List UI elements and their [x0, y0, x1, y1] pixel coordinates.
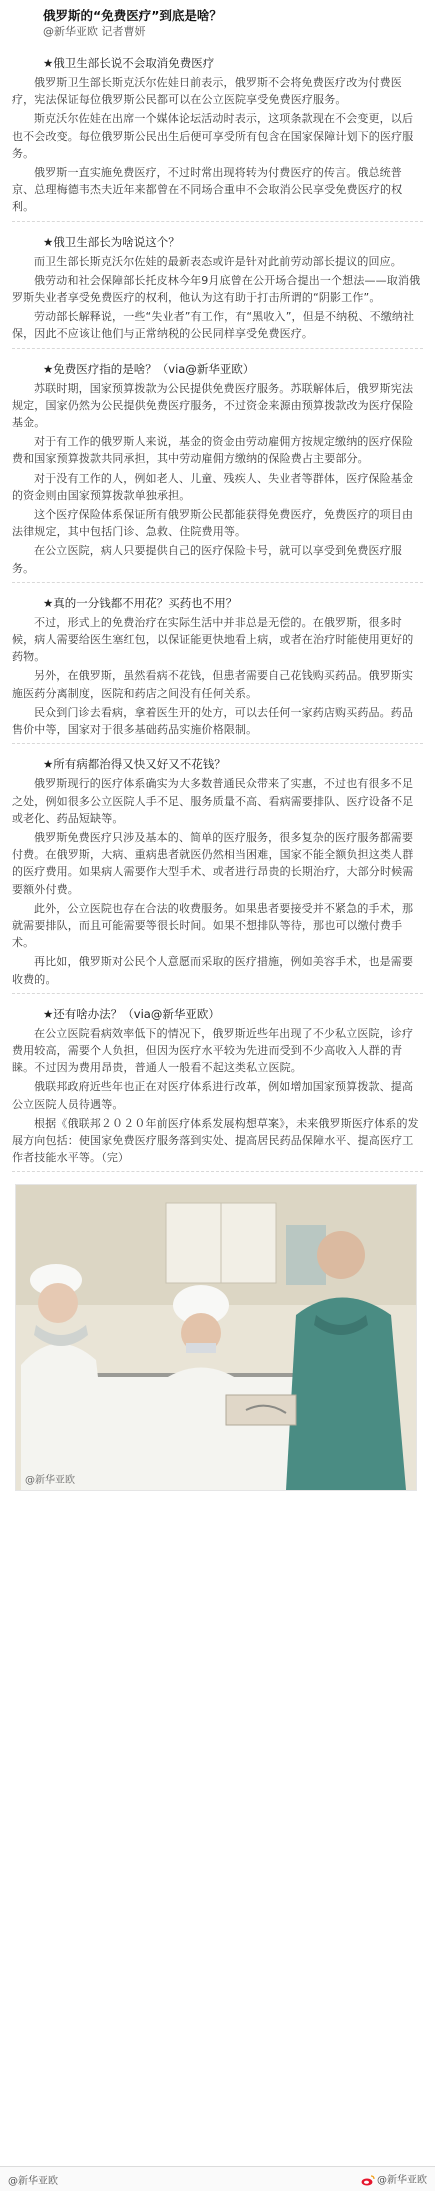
section-heading: ★真的一分钱都不用花？买药也不用？: [43, 595, 238, 610]
section-paragraph: 这个医疗保险体系保证所有俄罗斯公民都能获得免费医疗，免费医疗的项目由法律规定，其中包括门诊、急救、住院费用等。: [12, 508, 414, 539]
section-heading: ★俄卫生部长说不会取消免费医疗: [43, 56, 215, 70]
article-title: 俄罗斯的“免费医疗”到底是啥？: [43, 8, 222, 23]
footer-bar: [0, 2166, 435, 2191]
section-paragraph: 苏联时期，国家预算拨款为公民提供免费医疗服务。苏联解体后，俄罗斯宪法规定，国家仍然为公民提供免费医疗服务，不过资金来源由预算拨款改为医疗保险基金。: [12, 381, 414, 430]
section-paragraph: 俄劳动和社会保障部长托皮林今年9月底曾在公开场合提出一个想法——取消俄罗斯失业者享受免费医疗的权利，他认为这有助于打击所谓的“阴影工作”。: [12, 273, 421, 305]
section-paragraph: 根据《俄联邦２０２０年前医疗体系发展构想草案》，未来俄罗斯医疗体系的发展方向包括：使国家免费医疗服务落到实处、提高居民药品保障水平、提高医疗工作者技能水平等。（完）: [12, 1116, 419, 1165]
section-divider: [12, 348, 423, 349]
section-divider: [12, 993, 423, 994]
section-divider: [12, 743, 423, 744]
section-heading: ★所有病都治得又快又好又不花钱？: [43, 757, 226, 772]
section-heading: ★还有啥办法？（via@新华亚欧）: [43, 1006, 220, 1021]
article-byline: @新华亚欧 记者曹妍: [43, 25, 146, 38]
weibo-logo-icon: [361, 2175, 375, 2186]
section-paragraph: 俄罗斯免费医疗只涉及基本的、简单的医疗服务，很多复杂的医疗服务都需要付费。在俄罗斯，大病、重病患者就医仍然相当困难，国家不能全额负担这类人群的医疗费用。如果病人需要作大型手术、或者进行昂贵的长期治疗，大部分时候需要额外付费。: [12, 830, 414, 896]
section-paragraph: 对于有工作的俄罗斯人来说，基金的资金由劳动雇佣方按规定缴纳的医疗保险费和国家预算拨款共同承担，其中劳动雇佣方缴纳的保险费占主要部分。: [12, 435, 414, 466]
hospital-ward-image: [16, 1185, 416, 1490]
footer-left-text: @新华亚欧: [8, 2176, 58, 2187]
footer-weibo-tag: [361, 2171, 427, 2186]
section-paragraph: 在公立医院看病效率低下的情况下，俄罗斯近些年出现了不少私立医院，诊疗费用较高，需要个人负担，但因为医疗水平较为先进而受到不少高收入人群的青睐。不过因为费用昂贵，普通人一般看不起这类私立医院。: [12, 1026, 414, 1075]
section-paragraph: 俄罗斯一直实施免费医疗，不过时常出现将转为付费医疗的传言。俄总统普京、总理梅德韦杰夫近年来都曾在不同场合重申不会取消公民享受免费医疗的权利。: [12, 166, 403, 214]
section-paragraph: 不过，形式上的免费治疗在实际生活中并非总是无偿的。在俄罗斯，很多时候，病人需要给医生塞红包，以保证能更快地看上病，或者在治疗时能使用更好的药物。: [12, 615, 414, 664]
section-heading: ★免费医疗指的是啥？（via@新华亚欧）: [43, 361, 255, 376]
section-paragraph: 再比如，俄罗斯对公民个人意愿而采取的医疗措施，例如美容手术，也是需要收费的。: [12, 955, 414, 986]
section-paragraph: 俄罗斯现行的医疗体系确实为大多数普通民众带来了实惠，不过也有很多不足之处，例如很多公立医院人手不足、服务质量不高、看病需要排队、医疗设备不足或老化、药品短缺等。: [12, 777, 414, 825]
section-divider: [12, 1171, 423, 1172]
section-paragraph: 而卫生部长斯克沃尔佐娃的最新表态或许是针对此前劳动部长提议的回应。: [34, 254, 402, 268]
section-paragraph: 另外，在俄罗斯，虽然看病不花钱，但患者需要自己花钱购买药品。俄罗斯实施医药分离制度，医院和药店之间没有任何关系。: [12, 669, 414, 700]
article-sections: [12, 55, 423, 1172]
section-heading: ★俄卫生部长为啥说这个？: [43, 234, 180, 249]
section-paragraph: 对于没有工作的人，例如老人、儿童、残疾人、失业者等群体，医疗保险基金的资金则由国家预算拨款单独承担。: [12, 471, 414, 502]
section-paragraph: 斯克沃尔佐娃在出席一个媒体论坛活动时表示，这项条款现在不会变更，以后也不会改变。每位俄罗斯公民出生后便可享受所有包含在国家保障计划下的医疗服务。: [12, 112, 414, 160]
section-paragraph: 民众到门诊去看病，拿着医生开的处方，可以去任何一家药店购买药品。药品售价中等，国家对于很多基础药品实施价格限制。: [12, 705, 414, 737]
section-divider: [12, 582, 423, 583]
footer-right-text: @新华亚欧: [377, 2175, 427, 2186]
photo-watermark: @新华亚欧: [25, 1475, 75, 1487]
section-paragraph: 劳动部长解释说，一些“失业者”有工作，有“黑收入”，但是不纳税、不缴纳社保，因此不应该让他们与正常纳税的公民同样享受免费医疗。: [12, 310, 415, 341]
section-paragraph: 俄联邦政府近些年也正在对医疗体系进行改革，例如增加国家预算拨款、提高公立医院人员待遇等。: [12, 1080, 414, 1111]
section-paragraph: 此外，公立医院也存在合法的收费服务。如果患者要接受并不紧急的手术，那就需要排队，而且可能需要等很长时间。如果不想排队等待，那也可以缴付费手术。: [12, 901, 414, 950]
section-paragraph: 在公立医院，病人只要提供自己的医疗保险卡号，就可以享受到免费医疗服务。: [12, 544, 402, 575]
section-paragraph: 俄罗斯卫生部长斯克沃尔佐娃日前表示，俄罗斯不会将免费医疗改为付费医疗，宪法保证每位俄罗斯公民都可以在公立医院享受免费医疗服务。: [12, 76, 402, 107]
section-divider: [12, 221, 423, 222]
hospital-photo: [15, 1184, 417, 1491]
